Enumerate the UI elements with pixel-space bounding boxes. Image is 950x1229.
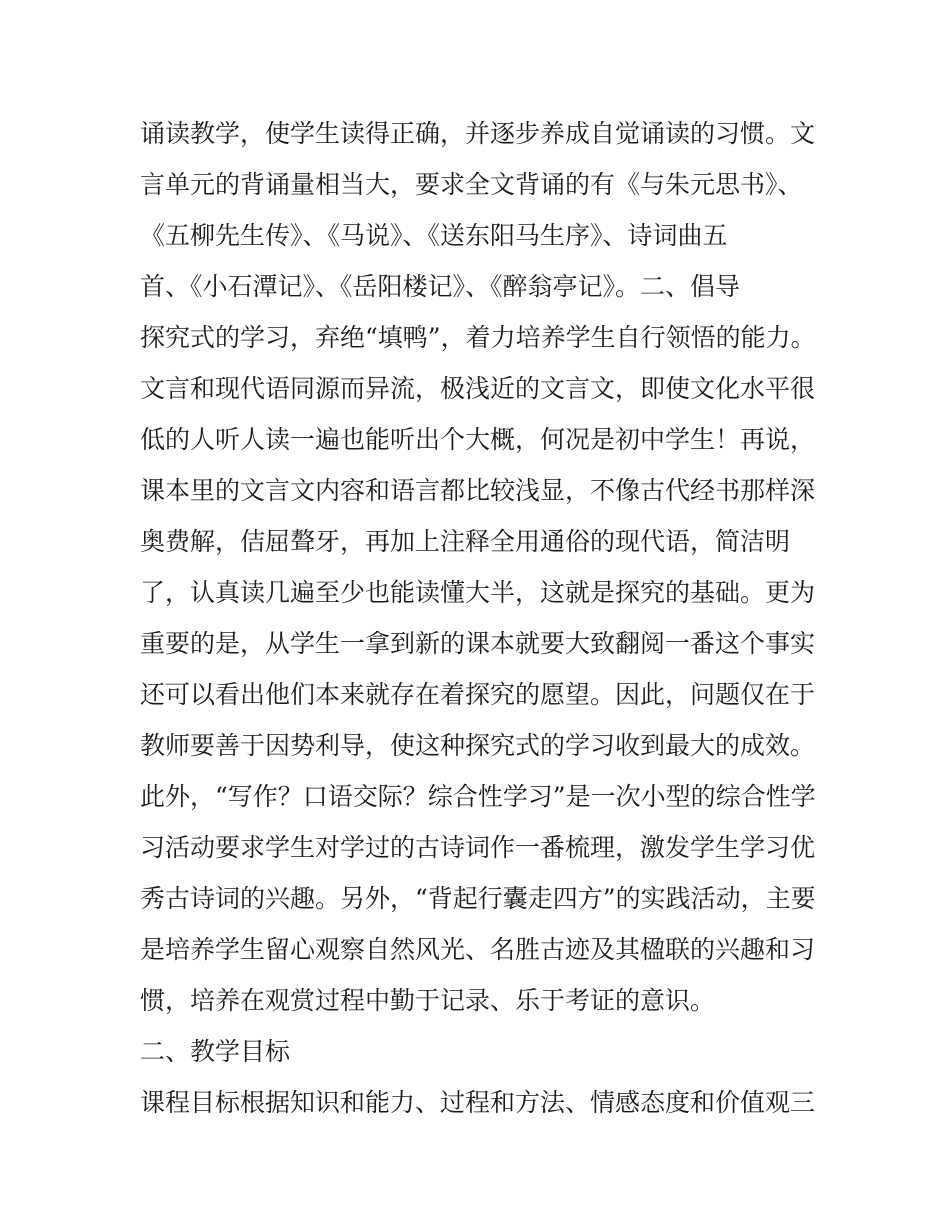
text-line: 了，认真读几遍至少也能读懂大半，这就是探究的基础。更为 — [140, 578, 816, 607]
text-line: 重要的是，从学生一拿到新的课本就要大致翻阅一番这个事实 — [140, 629, 816, 658]
text-line: 课程目标根据知识和能力、过程和方法、情感态度和价值观三 — [140, 1088, 816, 1117]
text-line: 还可以看出他们本来就存在着探究的愿望。因此，问题仅在于 — [140, 680, 816, 709]
text-line: 探究式的学习，弃绝“填鸭”，着力培养学生自行领悟的能力。 — [140, 323, 816, 352]
text-line: 此外，“写作？口语交际？综合性学习”是一次小型的综合性学 — [140, 782, 816, 811]
text-line: 言单元的背诵量相当大，要求全文背诵的有《与朱元思书》、 — [140, 170, 803, 199]
text-line: 是培养学生留心观察自然风光、名胜古迹及其楹联的兴趣和习 — [140, 935, 816, 964]
body-text — [140, 108, 820, 1128]
section-heading: 二、教学目标 — [140, 1037, 291, 1066]
text-line: 低的人听人读一遍也能听出个大概，何况是初中学生！再说， — [140, 425, 816, 454]
text-line: 秀古诗词的兴趣。另外，“背起行囊走四方”的实践活动，主要 — [140, 884, 816, 913]
text-line: 诵读教学，使学生读得正确，并逐步养成自觉诵读的习惯。文 — [140, 119, 816, 148]
text-line: 习活动要求学生对学过的古诗词作一番梳理，激发学生学习优 — [140, 833, 816, 862]
text-line: 《五柳先生传》、《马说》、《送东阳马生序》、诗词曲五 — [140, 221, 728, 250]
text-line: 文言和现代语同源而异流，极浅近的文言文，即使文化水平很 — [140, 374, 816, 403]
text-line: 首、《小石潭记》、《岳阳楼记》、《醉翁亭记》。二、倡导 — [140, 272, 741, 301]
text-line: 课本里的文言文内容和语言都比较浅显，不像古代经书那样深 — [140, 476, 816, 505]
text-line: 奥费解，佶屈聱牙，再加上注释全用通俗的现代语，简洁明 — [140, 527, 791, 556]
text-line: 惯，培养在观赏过程中勤于记录、乐于考证的意识。 — [140, 986, 716, 1015]
text-line: 教师要善于因势利导，使这种探究式的学习收到最大的成效。 — [140, 731, 816, 760]
